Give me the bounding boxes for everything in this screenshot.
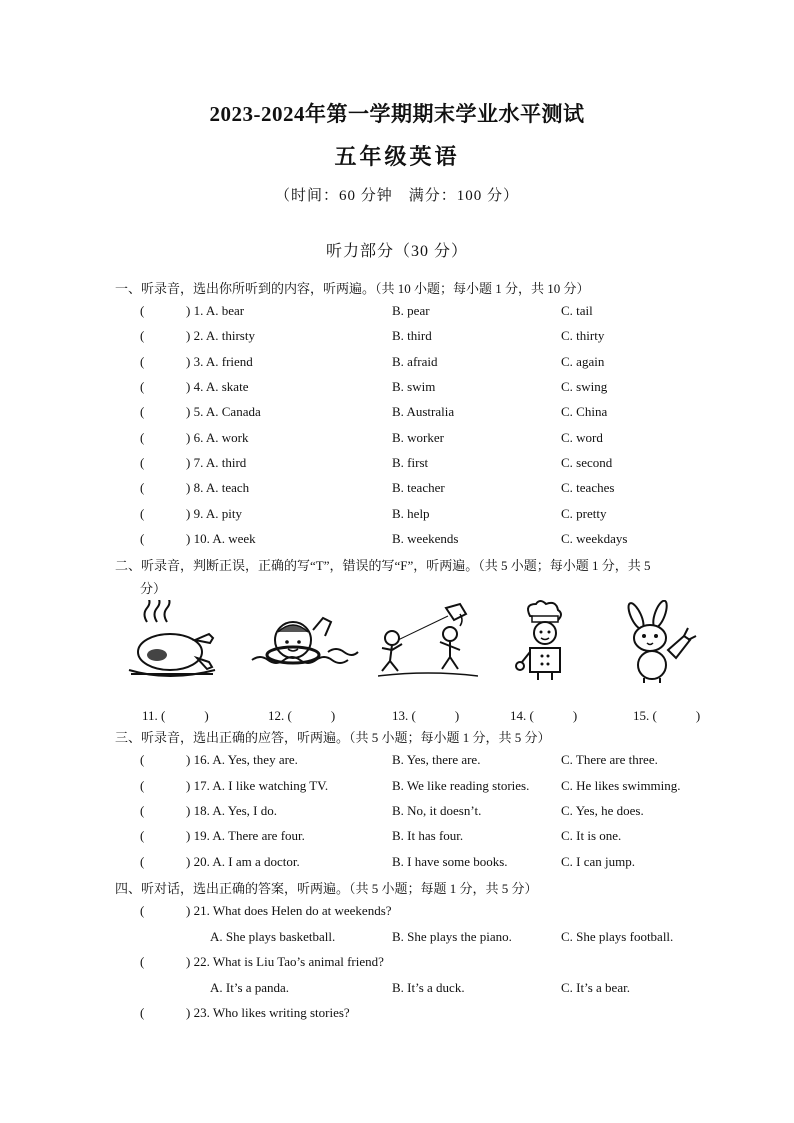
listening-part-heading: 听力部分（30 分）	[325, 243, 468, 260]
exam-title: 2023-2024年第一学期期末学业水平测试	[209, 102, 585, 126]
option-a: ) 9. A. pity	[186, 506, 242, 521]
option-c: C. weekdays	[561, 531, 628, 546]
answer-paren: (	[140, 778, 145, 793]
option-b: B. teacher	[392, 480, 445, 495]
question-row	[0, 954, 794, 976]
option-c: C. Yes, he does.	[561, 803, 644, 818]
option-b: B. I have some books.	[392, 854, 508, 869]
option-b: B. help	[392, 506, 430, 521]
answer-paren: (	[140, 430, 145, 445]
answer-paren: (	[140, 1005, 145, 1020]
section-1-heading: 一、听录音，选出你所听到的内容，听两遍。（共 10 小题；每小题 1 分，共 10 分）	[115, 281, 590, 296]
answer-paren: (	[140, 803, 145, 818]
option-b: B. It has four.	[392, 828, 464, 843]
option-b: B. She plays the piano.	[392, 929, 512, 944]
option-c: C. I can jump.	[561, 854, 636, 869]
option-a: ) 19. A. There are four.	[186, 828, 305, 843]
option-a: ) 2. A. thirsty	[186, 328, 255, 343]
option-a: ) 6. A. work	[186, 430, 249, 445]
answer-paren: (	[140, 752, 145, 767]
option-b: B. swim	[392, 379, 436, 394]
roast-chicken-picture	[125, 600, 220, 680]
picture-answer-14: 14. ( )	[510, 708, 578, 723]
option-c: C. thirty	[561, 328, 605, 343]
option-a: ) 20. A. I am a doctor.	[186, 854, 300, 869]
option-b: B. pear	[392, 303, 430, 318]
option-a: ) 4. A. skate	[186, 379, 249, 394]
option-c: C. word	[561, 430, 603, 445]
answer-paren: (	[140, 404, 145, 419]
options-row	[0, 980, 794, 1002]
option-a: ) 17. A. I like watching TV.	[186, 778, 329, 793]
question-row	[0, 828, 794, 850]
option-b: B. It’s a duck.	[392, 980, 465, 995]
option-b: B. weekends	[392, 531, 459, 546]
option-a: ) 18. A. Yes, I do.	[186, 803, 278, 818]
question-row	[0, 854, 794, 876]
option-a: A. She plays basketball.	[210, 929, 336, 944]
option-a: A. It’s a panda.	[210, 980, 290, 995]
option-b: B. third	[392, 328, 432, 343]
question-row	[0, 1005, 794, 1027]
option-b: B. We like reading stories.	[392, 778, 530, 793]
question-row	[0, 404, 794, 426]
option-c: C. He likes swimming.	[561, 778, 681, 793]
picture-answer-11: 11. ( )	[142, 708, 209, 723]
option-c: C. It’s a bear.	[561, 980, 630, 995]
answer-paren: (	[140, 506, 145, 521]
answer-paren: (	[140, 854, 145, 869]
option-a: ) 16. A. Yes, they are.	[186, 752, 298, 767]
question-text: ) 22. What is Liu Tao’s animal friend?	[186, 954, 384, 969]
option-c: C. swing	[561, 379, 608, 394]
option-b: B. Australia	[392, 404, 455, 419]
answer-paren: (	[140, 354, 145, 369]
question-row	[0, 903, 794, 925]
answer-paren: (	[140, 828, 145, 843]
option-c: C. She plays football.	[561, 929, 674, 944]
question-row	[0, 430, 794, 452]
section-2-heading-cont: 分）	[140, 581, 167, 596]
option-c: C. second	[561, 455, 613, 470]
picture-answer-12: 12. ( )	[268, 708, 336, 723]
question-text: ) 23. Who likes writing stories?	[186, 1005, 350, 1020]
question-row	[0, 303, 794, 325]
question-row	[0, 379, 794, 401]
kite-flying-picture	[378, 600, 478, 680]
option-a: ) 7. A. third	[186, 455, 247, 470]
rabbit-picture	[622, 600, 697, 685]
options-row	[0, 929, 794, 951]
option-a: ) 8. A. teach	[186, 480, 250, 495]
answer-paren: (	[140, 455, 145, 470]
question-row	[0, 506, 794, 528]
section-3-heading: 三、听录音，选出正确的应答，听两遍。（共 5 小题；每小题 1 分，共 5 分）	[115, 730, 551, 745]
answer-paren: (	[140, 531, 145, 546]
option-b: B. first	[392, 455, 429, 470]
answer-paren: (	[140, 379, 145, 394]
option-c: C. again	[561, 354, 605, 369]
option-c: C. It is one.	[561, 828, 622, 843]
question-row	[0, 480, 794, 502]
question-row	[0, 354, 794, 376]
option-c: C. tail	[561, 303, 593, 318]
option-c: C. pretty	[561, 506, 607, 521]
picture-answer-13: 13. ( )	[392, 708, 460, 723]
option-c: C. teaches	[561, 480, 615, 495]
question-row	[0, 531, 794, 553]
option-c: C. There are three.	[561, 752, 658, 767]
section-2-heading: 二、听录音，判断正误，正确的写“T”，错误的写“F”，听两遍。（共 5 小题；每小题 1 分，共 5	[115, 558, 651, 573]
swimming-picture	[248, 600, 363, 680]
option-a: ) 1. A. bear	[186, 303, 245, 318]
chef-picture	[510, 600, 580, 685]
question-row	[0, 328, 794, 350]
answer-paren: (	[140, 903, 145, 918]
question-row	[0, 455, 794, 477]
picture-answer-15: 15. ( )	[633, 708, 701, 723]
exam-subtitle: 五年级英语	[334, 144, 460, 169]
option-c: C. China	[561, 404, 608, 419]
question-row	[0, 752, 794, 774]
option-a: ) 10. A. week	[186, 531, 256, 546]
question-row	[0, 778, 794, 800]
option-a: ) 3. A. friend	[186, 354, 253, 369]
question-row	[0, 803, 794, 825]
option-a: ) 5. A. Canada	[186, 404, 261, 419]
option-b: B. afraid	[392, 354, 438, 369]
option-b: B. worker	[392, 430, 444, 445]
answer-paren: (	[140, 954, 145, 969]
option-b: B. No, it doesn’t.	[392, 803, 482, 818]
exam-info: （时间：60 分钟 满分：100 分）	[274, 188, 519, 204]
answer-paren: (	[140, 480, 145, 495]
question-text: ) 21. What does Helen do at weekends?	[186, 903, 392, 918]
section-4-heading: 四、听对话，选出正确的答案，听两遍。（共 5 小题；每题 1 分，共 5 分）	[115, 881, 538, 896]
answer-paren: (	[140, 303, 145, 318]
answer-paren: (	[140, 328, 145, 343]
option-b: B. Yes, there are.	[392, 752, 481, 767]
